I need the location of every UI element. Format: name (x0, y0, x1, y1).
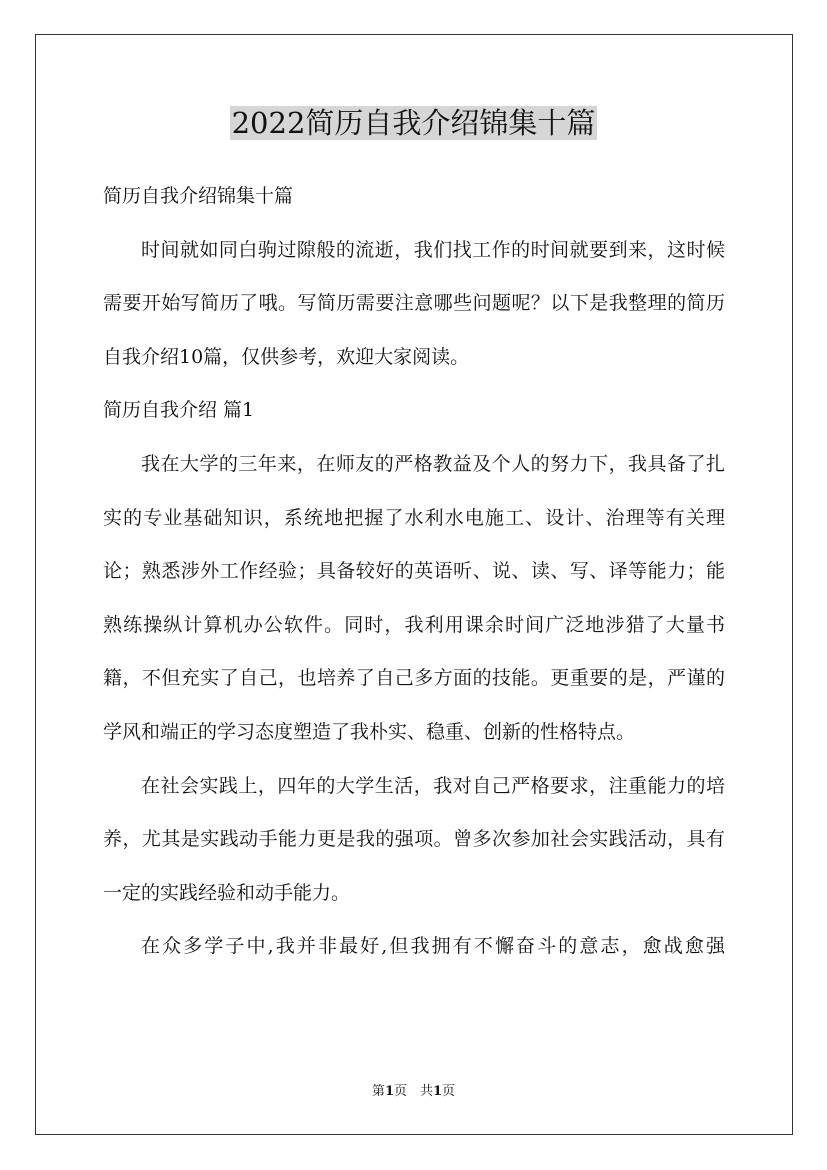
body-paragraph-1: 我在大学的三年来，在师友的严格教益及个人的努力下，我具备了扎实的专业基础知识，系统地把握了水利水电施工、设计、治理等有关理论；熟悉涉外工作经验；具备较好的英语听、说、读、写、译等能力；能熟练操纵计算机办公软件。同时，我利用课余时间广泛地涉猎了大量书籍，不但充实了自己，也培养了自己多方面的技能。更重要的是，严谨的学风和端正的学习态度塑造了我朴实、稳重、创新的性格特点。 (103, 452, 725, 743)
section-heading: 简历自我介绍 篇1 (103, 399, 255, 422)
footer-label-pre: 第 (371, 1084, 385, 1099)
footer-label-post: 页 (442, 1084, 456, 1099)
intro-paragraph: 时间就如同白驹过隙般的流逝，我们找工作的时间就要到来，这时候需要开始写简历了哦。写简历需要注意哪些问题呢？以下是我整理的简历自我介绍10篇，仅供参考，欢迎大家阅读。 (103, 238, 725, 368)
body-paragraph-3: 在众多学子中,我并非最好,但我拥有不懈奋斗的意志，愈战愈强 (141, 935, 725, 958)
body-paragraph-2: 在社会实践上，四年的大学生活，我对自己严格要求，注重能力的培养，尤其是实践动手能力更是我的强项。曾多次参加社会实践活动，具有一定的实践经验和动手能力。 (103, 774, 725, 904)
document-title (0, 103, 827, 143)
footer-page-current: 1 (384, 1084, 394, 1099)
document-body (103, 170, 725, 974)
document-subtitle: 简历自我介绍锦集十篇 (103, 185, 294, 207)
page-footer (0, 1083, 827, 1101)
document-title-text: 2022简历自我介绍锦集十篇 (231, 106, 596, 140)
footer-page-total: 1 (433, 1084, 443, 1099)
footer-label-mid: 页 共 (393, 1084, 433, 1099)
